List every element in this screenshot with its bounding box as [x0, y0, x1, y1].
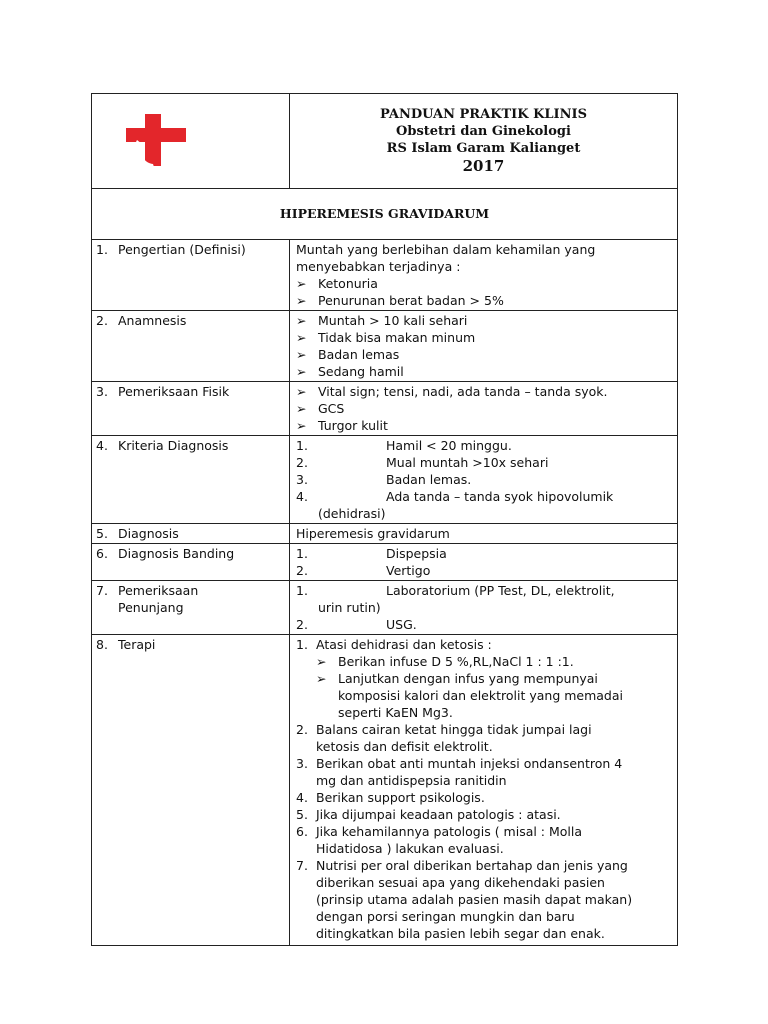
- bullet-text-line: komposisi kalori dan elektrolit yang memadai: [338, 688, 624, 703]
- list-text: Berikan support psikologis.: [316, 790, 485, 805]
- list-item: [296, 636, 671, 653]
- row-content: [290, 436, 678, 524]
- hospital-cross-logo-icon: [92, 94, 259, 184]
- list-number: 3.: [296, 756, 308, 771]
- list-text-continued: urin rutin): [318, 600, 381, 615]
- list-item: [296, 721, 671, 755]
- list-text: [316, 755, 671, 789]
- header-line-1: PANDUAN PRAKTIK KLINIS: [380, 107, 587, 122]
- arrow-bullet-icon: ➢: [296, 276, 307, 291]
- list-item: [296, 789, 671, 806]
- row-content: [290, 581, 678, 635]
- list-text-line: (prinsip utama adalah pasien masih dapat makan): [316, 892, 633, 907]
- list-number: 1.: [296, 438, 308, 453]
- bullet-item: [296, 363, 671, 380]
- row-number: 8.: [96, 637, 108, 652]
- list-text: Badan lemas.: [386, 472, 472, 487]
- bullet-item: [296, 275, 671, 292]
- row-number: 3.: [96, 384, 108, 399]
- logo-cell: [92, 94, 290, 189]
- bullet-text: Vital sign; tensi, nadi, ada tanda – tanda syok.: [318, 384, 608, 399]
- row-label-text: Anamnesis: [118, 313, 187, 328]
- row-label: [92, 544, 290, 581]
- bullet-text: Badan lemas: [318, 347, 400, 362]
- row-content: [290, 635, 678, 946]
- bullet-text: Berikan infuse D 5 %,RL,NaCl 1 : 1 :1.: [338, 654, 574, 669]
- bullet-item: [296, 417, 671, 434]
- content-line: Hiperemesis gravidarum: [296, 526, 450, 541]
- list-item: [296, 857, 671, 942]
- bullet-text: [338, 670, 671, 721]
- list-number: 4.: [296, 790, 308, 805]
- list-text-line: Hidatidosa ) lakukan evaluasi.: [316, 841, 504, 856]
- list-text-line: ditingkatkan bila pasien lebih segar dan enak.: [316, 926, 605, 941]
- bullet-item: [296, 383, 671, 400]
- row-label-text: Pemeriksaan Fisik: [118, 384, 230, 399]
- table-row: [92, 524, 678, 544]
- row-label-text: Diagnosis: [118, 526, 179, 541]
- bullet-text: Sedang hamil: [318, 364, 404, 379]
- sub-bullet-item: [296, 653, 671, 670]
- list-item: [296, 582, 671, 599]
- header-year: 2017: [462, 157, 505, 175]
- list-item: [296, 437, 671, 454]
- list-number: 6.: [296, 824, 308, 839]
- list-item: [296, 488, 671, 505]
- row-label-line-2: Penunjang: [118, 600, 184, 615]
- list-number: 1.: [296, 637, 308, 652]
- list-text-line: Jika kehamilannya patologis ( misal : Molla: [316, 824, 583, 839]
- row-label-text: Pengertian (Definisi): [118, 242, 246, 257]
- list-text: USG.: [386, 617, 417, 632]
- arrow-bullet-icon: ➢: [296, 401, 307, 416]
- bullet-text: GCS: [318, 401, 345, 416]
- row-number: 2.: [96, 313, 108, 328]
- list-text: Jika dijumpai keadaan patologis : atasi.: [316, 807, 561, 822]
- list-text: Mual muntah >10x sehari: [386, 455, 549, 470]
- document-title: HIPEREMESIS GRAVIDARUM: [92, 189, 678, 240]
- list-text: Vertigo: [386, 563, 431, 578]
- bullet-item: [296, 292, 671, 309]
- list-number: 5.: [296, 807, 308, 822]
- row-label: [92, 240, 290, 311]
- bullet-item: [296, 312, 671, 329]
- list-number: 4.: [296, 489, 308, 504]
- bullet-text-line: Lanjutkan dengan infus yang mempunyai: [338, 671, 598, 686]
- bullet-item: [296, 329, 671, 346]
- list-number: 1.: [296, 546, 308, 561]
- table-row: [92, 544, 678, 581]
- guideline-table: [91, 93, 678, 946]
- list-item: [296, 454, 671, 471]
- row-content: [290, 524, 678, 544]
- list-text: Laboratorium (PP Test, DL, elektrolit,: [386, 583, 615, 598]
- list-text: Hamil < 20 minggu.: [386, 438, 512, 453]
- row-label: [92, 524, 290, 544]
- list-text: [316, 823, 671, 857]
- row-label-text: Kriteria Diagnosis: [118, 438, 229, 453]
- list-number: 7.: [296, 858, 308, 873]
- list-text: Dispepsia: [386, 546, 447, 561]
- arrow-bullet-icon: ➢: [296, 330, 307, 345]
- bullet-item: [296, 346, 671, 363]
- list-text-line: Berikan obat anti muntah injeksi ondansentron 4: [316, 756, 623, 771]
- list-text: Atasi dehidrasi dan ketosis :: [316, 637, 492, 652]
- document-page: [91, 93, 677, 946]
- row-content: [290, 544, 678, 581]
- arrow-bullet-icon: ➢: [296, 364, 307, 379]
- list-text-line: diberikan sesuai apa yang dikehendaki pasien: [316, 875, 605, 890]
- row-content: [290, 311, 678, 382]
- row-label: [92, 635, 290, 946]
- row-label-text: [118, 582, 278, 616]
- header-row: [92, 94, 678, 189]
- list-number: 2.: [296, 563, 308, 578]
- list-item: [296, 562, 671, 579]
- row-number: 7.: [96, 583, 108, 598]
- bullet-item: [296, 400, 671, 417]
- list-item: [296, 806, 671, 823]
- bullet-text: Muntah > 10 kali sehari: [318, 313, 468, 328]
- table-row: [92, 581, 678, 635]
- list-text-line: dengan porsi seringan mungkin dan baru: [316, 909, 575, 924]
- list-number: 2.: [296, 617, 308, 632]
- row-label-text: Terapi: [118, 637, 156, 652]
- arrow-bullet-icon: ➢: [296, 313, 307, 328]
- content-line: menyebabkan terjadinya :: [296, 259, 461, 274]
- list-number: 2.: [296, 455, 308, 470]
- row-content: [290, 240, 678, 311]
- header-line-2: Obstetri dan Ginekologi: [396, 124, 571, 139]
- arrow-bullet-icon: ➢: [296, 418, 307, 433]
- row-label-line-1: Pemeriksaan: [118, 583, 199, 598]
- row-label: [92, 382, 290, 436]
- table-row: [92, 311, 678, 382]
- sub-bullet-item: [296, 670, 671, 721]
- table-row: [92, 240, 678, 311]
- list-number: 2.: [296, 722, 308, 737]
- list-text-line: mg dan antidispepsia ranitidin: [316, 773, 507, 788]
- list-text-line: Nutrisi per oral diberikan bertahap dan jenis yang: [316, 858, 628, 873]
- row-number: 6.: [96, 546, 108, 561]
- bullet-text: Turgor kulit: [318, 418, 388, 433]
- row-label-text: Diagnosis Banding: [118, 546, 235, 561]
- list-number: 3.: [296, 472, 308, 487]
- row-number: 5.: [96, 526, 108, 541]
- row-label: [92, 436, 290, 524]
- list-text: [316, 857, 671, 942]
- header-title-cell: [290, 94, 678, 189]
- row-number: 1.: [96, 242, 108, 257]
- table-row: [92, 635, 678, 946]
- arrow-bullet-icon: ➢: [316, 654, 327, 669]
- list-number: 1.: [296, 583, 308, 598]
- list-item: [296, 755, 671, 789]
- arrow-bullet-icon: ➢: [316, 671, 327, 686]
- table-row: [92, 382, 678, 436]
- list-item: [296, 545, 671, 562]
- row-label: [92, 581, 290, 635]
- arrow-bullet-icon: ➢: [296, 384, 307, 399]
- list-text-continued: (dehidrasi): [318, 506, 386, 521]
- row-content: [290, 382, 678, 436]
- bullet-text: Penurunan berat badan > 5%: [318, 293, 504, 308]
- table-row: [92, 436, 678, 524]
- list-text: Ada tanda – tanda syok hipovolumik: [386, 489, 614, 504]
- arrow-bullet-icon: ➢: [296, 293, 307, 308]
- title-row: [92, 189, 678, 240]
- list-text-line: Balans cairan ketat hingga tidak jumpai lagi: [316, 722, 592, 737]
- row-label: [92, 311, 290, 382]
- list-text: [316, 721, 671, 755]
- bullet-text: Tidak bisa makan minum: [318, 330, 476, 345]
- row-number: 4.: [96, 438, 108, 453]
- header-line-3: RS Islam Garam Kalianget: [386, 141, 581, 156]
- list-text-line: ketosis dan defisit elektrolit.: [316, 739, 493, 754]
- bullet-text-line: seperti KaEN Mg3.: [338, 705, 453, 720]
- list-item: [296, 823, 671, 857]
- arrow-bullet-icon: ➢: [296, 347, 307, 362]
- bullet-text: Ketonuria: [318, 276, 378, 291]
- list-item: [296, 616, 671, 633]
- content-line: Muntah yang berlebihan dalam kehamilan yang: [296, 242, 596, 257]
- list-item: [296, 471, 671, 488]
